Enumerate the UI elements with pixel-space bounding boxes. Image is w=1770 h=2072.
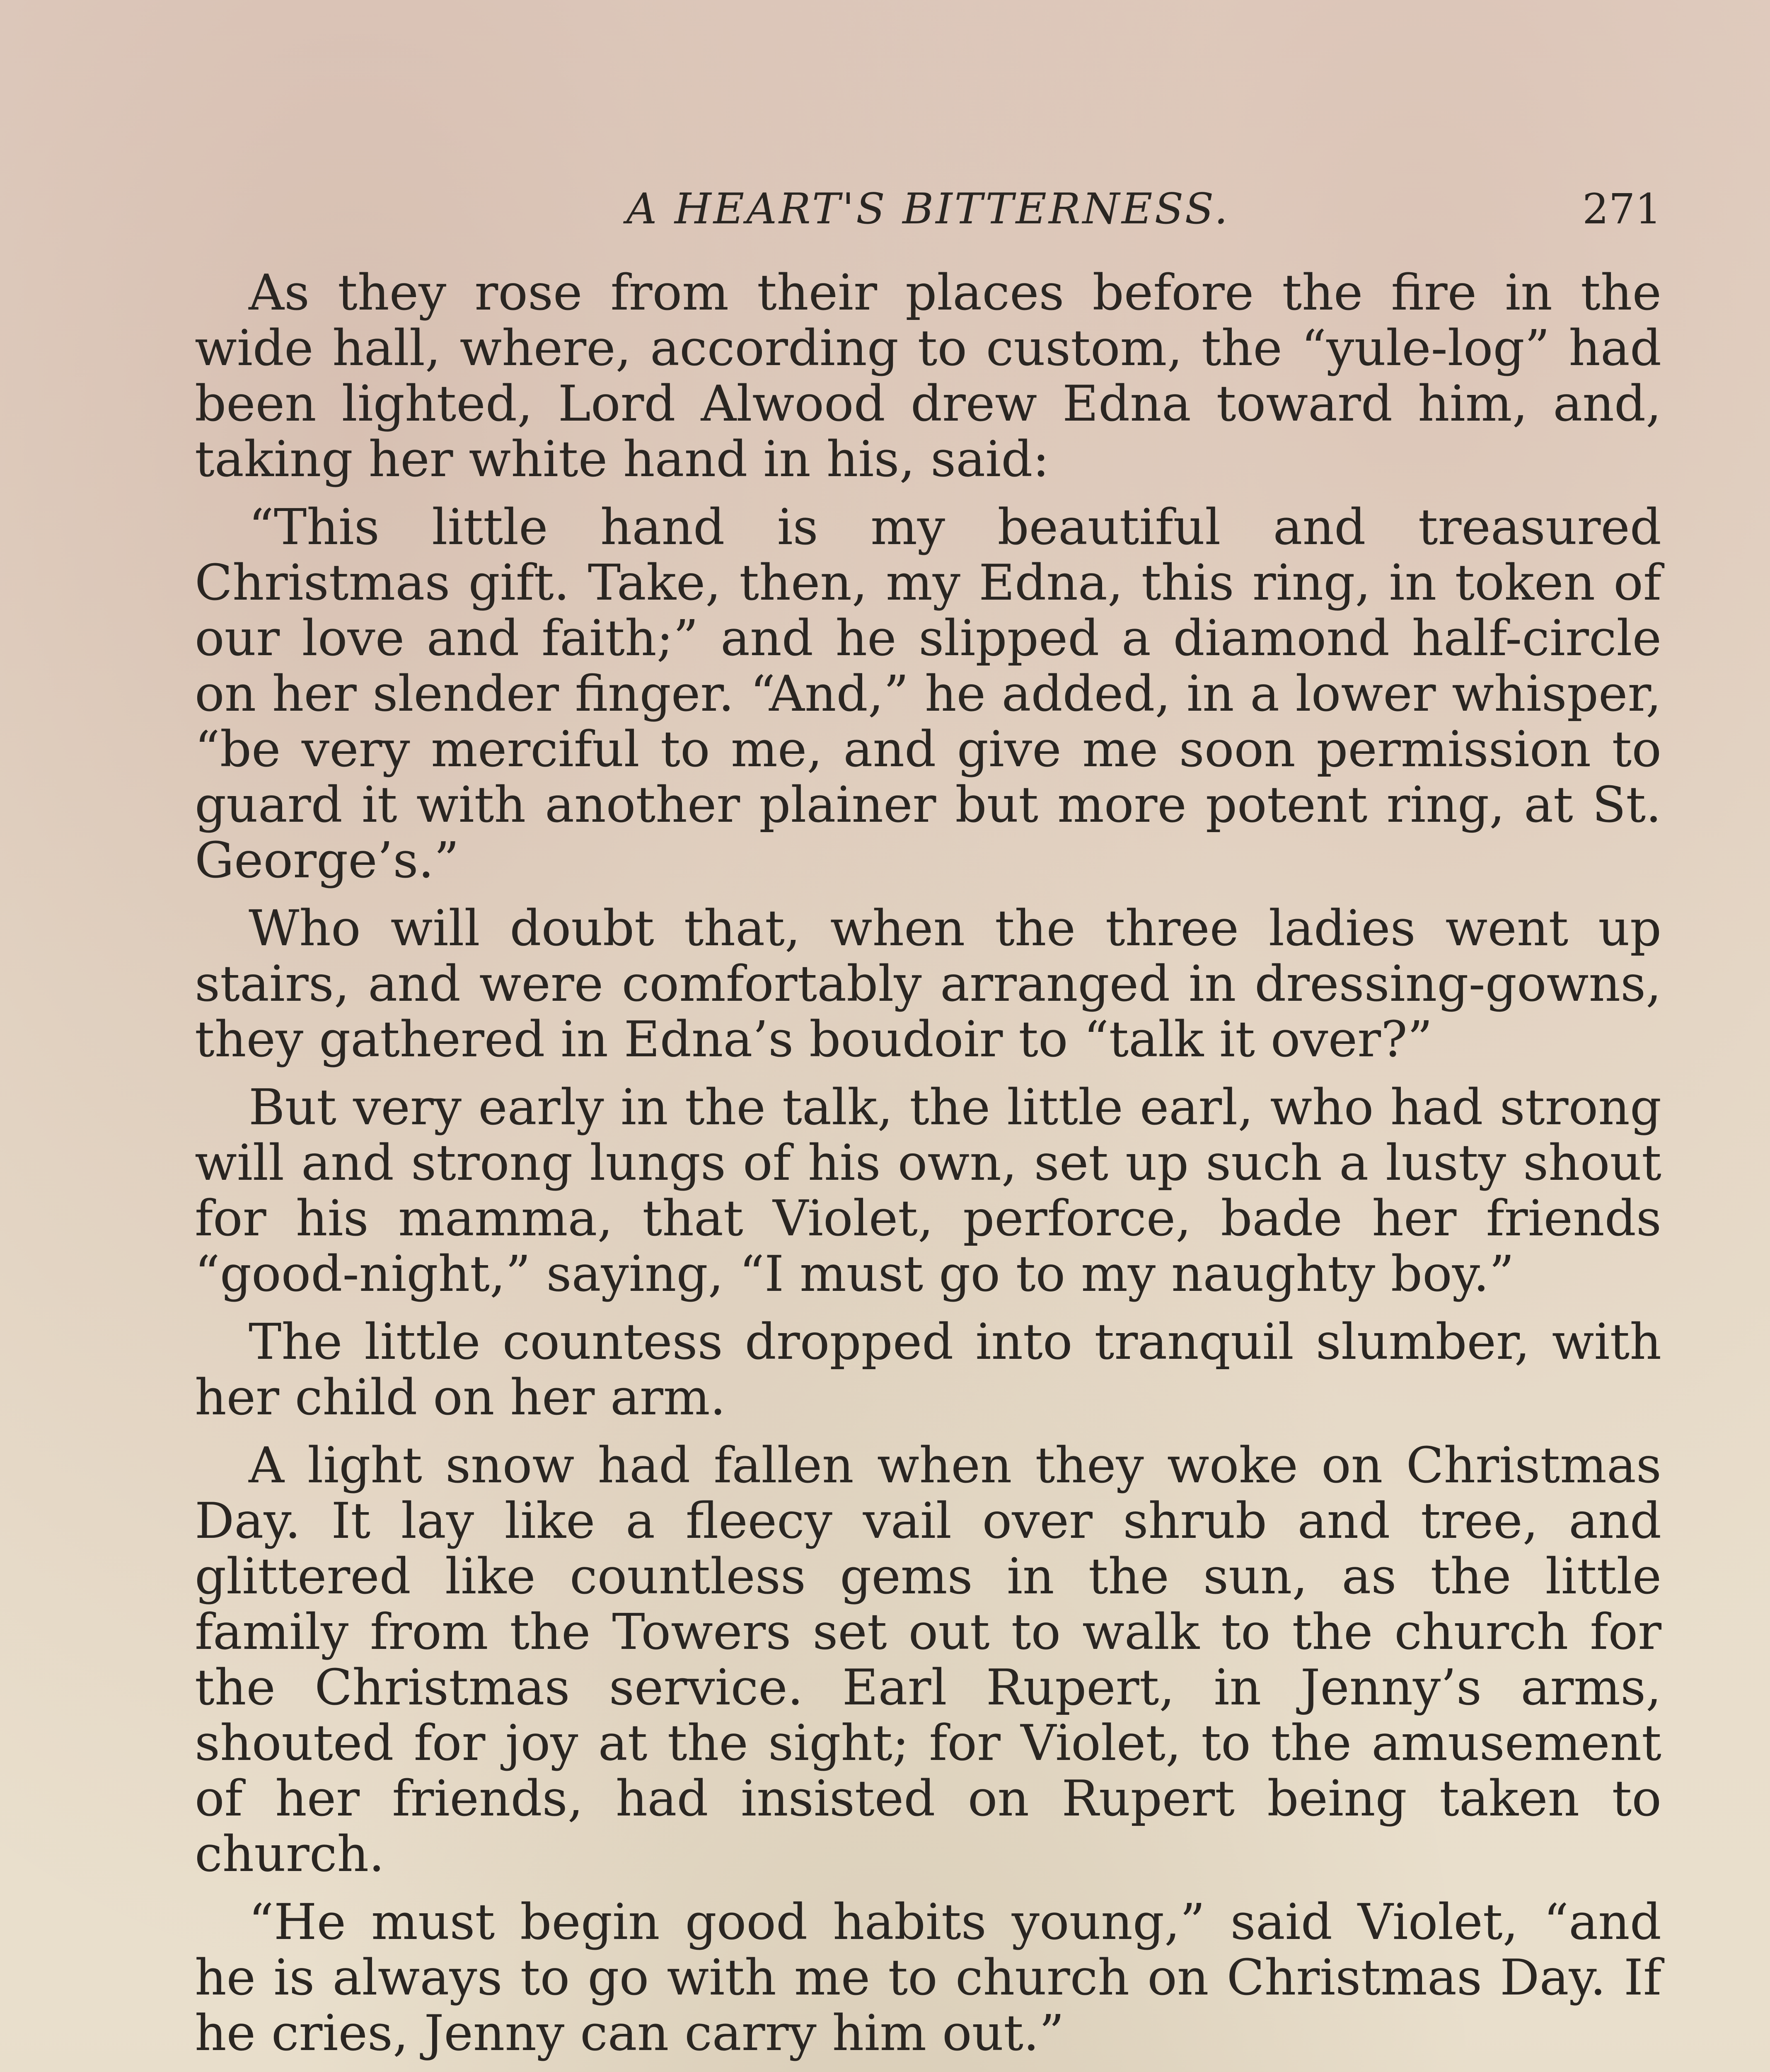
- paragraph: Who will doubt that, when the three ladies went up stairs, and were comfortably arranged in dressing-gowns, they gathered in Edna’s boudoir to “talk it over?”: [195, 900, 1661, 1068]
- page-number: 271: [1582, 185, 1661, 233]
- paragraph: The little countess dropped into tranquil slumber, with her child on her arm.: [195, 1314, 1661, 1426]
- paragraph: “He must begin good habits young,” said Violet, “and he is always to go with me to church on Christmas Day. If he cries, Jenny can carry him out.”: [195, 1894, 1661, 2062]
- body-text: [195, 265, 1661, 2072]
- running-title: A HEART'S BITTERNESS.: [626, 184, 1230, 234]
- paragraph: But very early in the talk, the little earl, who had strong will and strong lungs of his own, set up such a lusty shout for his mamma, that Violet, perforce, bade her friends “good-night,” saying, “I must go to my naughty boy.”: [195, 1079, 1661, 1303]
- page-header: [195, 178, 1661, 240]
- paragraph: A light snow had fallen when they woke on Christmas Day. It lay like a fleecy vail over shrub and tree, and glittered like countless gems in the sun, as the little family from the Towers set out to walk to the church for the Christmas service. Earl Rupert, in Jenny’s arms, shouted for joy at the sight; for Violet, to the amusement of her friends, had insisted on Rupert being taken to church.: [195, 1437, 1661, 1883]
- paragraph: “This little hand is my beautiful and treasured Christmas gift. Take, then, my Edna, this ring, in token of our love and faith;” and he slipped a diamond half-circle on her slender finger. “And,” he added, in a lower whisper, “be very merciful to me, and give me soon permission to guard it with another plainer but more potent ring, at St. George’s.”: [195, 499, 1661, 889]
- paragraph: As they rose from their places before the fire in the wide hall, where, according to custom, the “yule-log” had been lighted, Lord Alwood drew Edna toward him, and, taking her white hand in his, said:: [195, 264, 1661, 488]
